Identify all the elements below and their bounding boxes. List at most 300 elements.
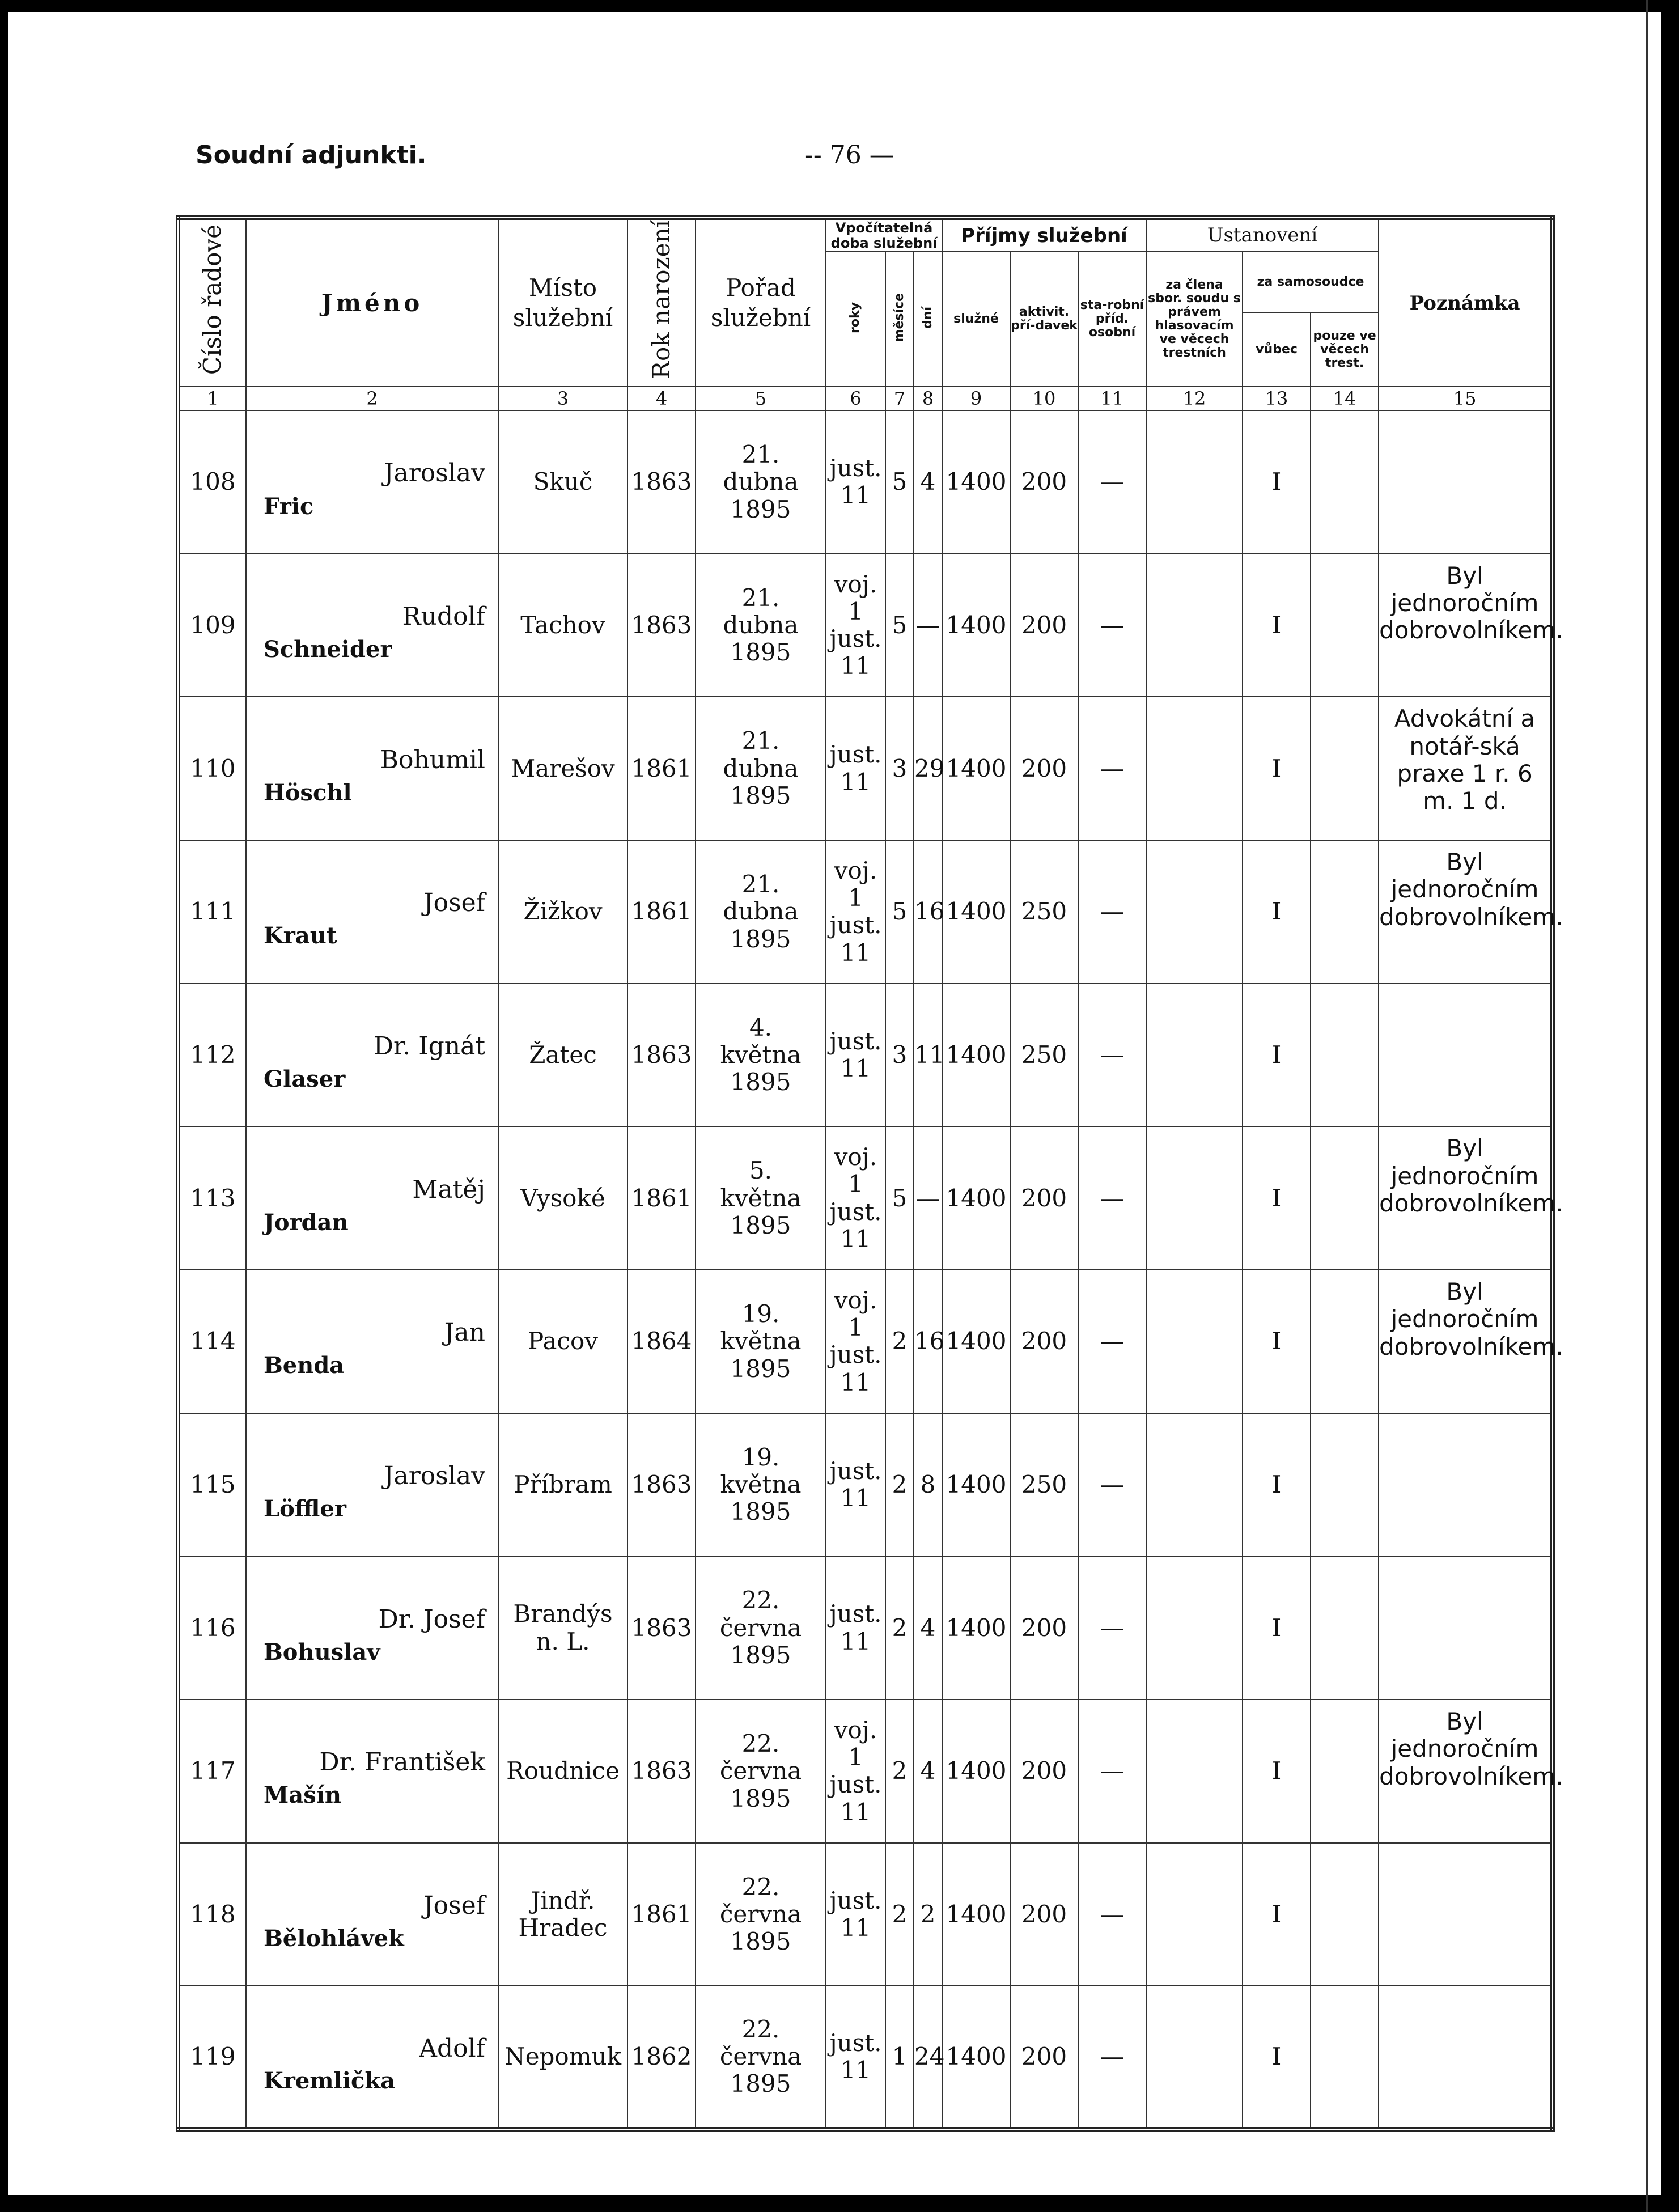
personal-bonus: — [1078, 1126, 1146, 1270]
first-name: Dr. František [319, 1748, 485, 1777]
surname: Kremlička [264, 2067, 395, 2095]
service-years-line: voj. [834, 1715, 877, 1744]
service-years-line: just. [829, 911, 882, 939]
salary: 1400 [942, 1126, 1010, 1270]
service-order-line: 1895 [730, 1354, 791, 1383]
note [1379, 1843, 1553, 1986]
name-cell [246, 840, 498, 984]
service-place: Vysoké [498, 1126, 627, 1270]
column-number: 12 [1146, 387, 1243, 410]
service-order [696, 1843, 826, 1986]
criminal-judge [1311, 554, 1379, 697]
personal-bonus: — [1078, 1700, 1146, 1843]
personal-bonus: — [1078, 984, 1146, 1127]
service-years-line: just. [829, 1027, 882, 1055]
header-salary: služné [942, 252, 1010, 387]
serial-number: 118 [178, 1843, 246, 1986]
page-number: -- 76 — [805, 141, 894, 169]
service-years [826, 410, 885, 554]
column-number: 13 [1243, 387, 1311, 410]
birth-year: 1864 [627, 1270, 696, 1413]
salary: 1400 [942, 554, 1010, 697]
service-years-line: voj. [834, 570, 877, 598]
header-serial-number: Číslo řadové [178, 218, 246, 387]
service-order-line: 19. [741, 1443, 780, 1471]
service-order [696, 1556, 826, 1700]
column-number: 6 [826, 387, 885, 410]
service-years [826, 1556, 885, 1700]
surname: Jordan [264, 1209, 349, 1236]
header-income: Příjmy služební [942, 218, 1146, 252]
birth-year: 1861 [627, 697, 696, 840]
column-number: 11 [1078, 387, 1146, 410]
single-judge: I [1243, 1843, 1311, 1986]
service-order-line: 21. [741, 727, 780, 755]
name-cell [246, 1270, 498, 1413]
service-years-line: voj. [834, 856, 877, 884]
service-years-line: 11 [840, 1368, 871, 1396]
service-months: 2 [885, 1843, 914, 1986]
service-order-line: 22. [741, 1586, 780, 1614]
personal-bonus: — [1078, 410, 1146, 554]
single-judge: I [1243, 840, 1311, 984]
personal-bonus: — [1078, 554, 1146, 697]
service-order-line: 1895 [730, 638, 791, 667]
service-days: 8 [914, 1413, 942, 1557]
first-name: Bohumil [380, 745, 485, 774]
service-months: 2 [885, 1700, 914, 1843]
table-row [178, 697, 1553, 840]
page-edge-line [1646, 0, 1648, 2212]
birth-year: 1863 [627, 410, 696, 554]
surname: Schneider [264, 636, 392, 663]
note: Byl jednoročním dobrovolníkem. [1379, 554, 1553, 697]
column-number: 3 [498, 387, 627, 410]
serial-number: 116 [178, 1556, 246, 1700]
service-years-line: 1 [848, 1170, 863, 1198]
service-order-line: června [719, 1613, 802, 1642]
activity-bonus: 200 [1010, 1270, 1078, 1413]
service-order-line: 5. [749, 1156, 773, 1185]
service-years-line: just. [829, 1886, 882, 1914]
header-service-order: Pořad služební [696, 218, 826, 387]
service-order-line: 22. [741, 1872, 780, 1901]
service-years-line: voj. [834, 1286, 877, 1314]
criminal-judge [1311, 697, 1379, 840]
service-months: 5 [885, 840, 914, 984]
service-years-line: 11 [840, 481, 871, 510]
name-cell [246, 1413, 498, 1557]
service-years [826, 1986, 885, 2129]
service-order-line: května [720, 1184, 802, 1212]
criminal-judge [1311, 1270, 1379, 1413]
table-row [178, 1700, 1553, 1843]
surname: Benda [264, 1352, 345, 1379]
service-order [696, 840, 826, 984]
service-years-line: 11 [840, 1627, 871, 1655]
note [1379, 410, 1553, 554]
service-years-line: just. [829, 1197, 882, 1226]
service-years-line: 11 [840, 1054, 871, 1083]
salary: 1400 [942, 410, 1010, 554]
criminal-judge [1311, 1556, 1379, 1700]
service-months: 2 [885, 1413, 914, 1557]
service-days: 4 [914, 1556, 942, 1700]
service-years [826, 1700, 885, 1843]
header-judge-general: vůbec [1243, 313, 1311, 387]
header-judge-criminal: pouze ve věcech trest. [1311, 313, 1379, 387]
service-years-line: just. [829, 1456, 882, 1485]
header-days: dní [914, 252, 942, 387]
column-number: 14 [1311, 387, 1379, 410]
service-years [826, 1413, 885, 1557]
name-cell [246, 1126, 498, 1270]
personal-bonus: — [1078, 1843, 1146, 1986]
service-order-line: června [719, 2043, 802, 2071]
header-activity-bonus: aktivit. pří-davek [1010, 252, 1078, 387]
service-order-line: dubna [723, 468, 799, 496]
court-member [1146, 1986, 1243, 2129]
service-order [696, 1126, 826, 1270]
surname: Kraut [264, 922, 337, 950]
column-number: 1 [178, 387, 246, 410]
service-order [696, 1270, 826, 1413]
single-judge: I [1243, 1556, 1311, 1700]
service-years-line: 11 [840, 768, 871, 796]
service-years-line: 1 [848, 1313, 863, 1342]
activity-bonus: 200 [1010, 554, 1078, 697]
service-months: 5 [885, 1126, 914, 1270]
scan-border-bottom [0, 2195, 1679, 2212]
service-order-line: 22. [741, 1729, 780, 1757]
service-years [826, 554, 885, 697]
first-name: Josef [423, 1891, 485, 1920]
service-place: Nepomuk [498, 1986, 627, 2129]
service-order-line: 1895 [730, 1068, 791, 1096]
header-court-member: za člena sbor. soudu s právem hlasovacím ve věcech trestních [1146, 252, 1243, 387]
first-name: Josef [423, 888, 485, 918]
note [1379, 1413, 1553, 1557]
service-years-line: just. [829, 625, 882, 653]
header-years: roky [826, 252, 885, 387]
column-number: 2 [246, 387, 498, 410]
court-member [1146, 1270, 1243, 1413]
court-member [1146, 554, 1243, 697]
name-cell [246, 1986, 498, 2129]
service-days: 24 [914, 1986, 942, 2129]
criminal-judge [1311, 1413, 1379, 1557]
activity-bonus: 250 [1010, 840, 1078, 984]
name-cell [246, 1843, 498, 1986]
criminal-judge [1311, 1126, 1379, 1270]
salary: 1400 [942, 697, 1010, 840]
header-place: Místo služební [498, 218, 627, 387]
activity-bonus: 200 [1010, 1126, 1078, 1270]
service-years-line: 1 [848, 597, 863, 625]
first-name: Jaroslav [383, 1461, 485, 1490]
service-months: 1 [885, 1986, 914, 2129]
service-days: 29 [914, 697, 942, 840]
column-number: 9 [942, 387, 1010, 410]
note [1379, 1556, 1553, 1700]
activity-bonus: 200 [1010, 1700, 1078, 1843]
first-name: Matěj [412, 1175, 485, 1204]
table-row [178, 840, 1553, 984]
activity-bonus: 200 [1010, 1556, 1078, 1700]
name-cell [246, 1556, 498, 1700]
single-judge: I [1243, 410, 1311, 554]
activity-bonus: 200 [1010, 697, 1078, 840]
surname: Fric [264, 493, 314, 520]
surname: Bohuslav [264, 1638, 380, 1666]
column-number: 4 [627, 387, 696, 410]
service-order-line: 4. [749, 1013, 773, 1041]
salary: 1400 [942, 1413, 1010, 1557]
first-name: Jan [444, 1318, 485, 1347]
salary: 1400 [942, 984, 1010, 1127]
serial-number: 110 [178, 697, 246, 840]
scan-border-right [1661, 0, 1679, 2212]
serial-number: 109 [178, 554, 246, 697]
surname: Bělohlávek [264, 1925, 404, 1952]
birth-year: 1863 [627, 984, 696, 1127]
service-months: 3 [885, 984, 914, 1127]
service-years [826, 1126, 885, 1270]
scan-border-top [0, 0, 1679, 12]
personal-bonus: — [1078, 697, 1146, 840]
header-single-judge: za samosoudce [1243, 252, 1379, 313]
service-place: Pacov [498, 1270, 627, 1413]
service-years [826, 840, 885, 984]
serial-number: 115 [178, 1413, 246, 1557]
service-order-line: dubna [723, 611, 799, 639]
service-order-line: 21. [741, 583, 780, 612]
salary: 1400 [942, 1700, 1010, 1843]
name-cell [246, 410, 498, 554]
service-years-line: 1 [848, 884, 863, 912]
birth-year: 1863 [627, 554, 696, 697]
service-order-line: 22. [741, 2015, 780, 2043]
court-member [1146, 410, 1243, 554]
service-days: 16 [914, 1270, 942, 1413]
note: Advokátní a notář-ská praxe 1 r. 6 m. 1 d. [1379, 697, 1553, 840]
service-months: 2 [885, 1556, 914, 1700]
table-row [178, 1986, 1553, 2129]
service-order-line: 1895 [730, 781, 791, 810]
single-judge: I [1243, 1270, 1311, 1413]
name-cell [246, 984, 498, 1127]
personal-bonus: — [1078, 1270, 1146, 1413]
service-days: — [914, 554, 942, 697]
service-years-line: just. [829, 2028, 882, 2057]
table-row [178, 1413, 1553, 1557]
header-appointment: Ustanovení [1146, 218, 1379, 252]
note [1379, 984, 1553, 1127]
service-order-line: května [720, 1040, 802, 1069]
table-row [178, 554, 1553, 697]
service-days: 4 [914, 1700, 942, 1843]
criminal-judge [1311, 1986, 1379, 2129]
service-years-line: just. [829, 1600, 882, 1628]
service-order-line: 1895 [730, 1498, 791, 1526]
service-place: Jindř. Hradec [498, 1843, 627, 1986]
activity-bonus: 200 [1010, 410, 1078, 554]
service-years-line: 11 [840, 1798, 871, 1826]
surname: Löffler [264, 1495, 346, 1523]
column-number: 15 [1379, 387, 1553, 410]
serial-number: 117 [178, 1700, 246, 1843]
service-place: Brandýs n. L. [498, 1556, 627, 1700]
birth-year: 1862 [627, 1986, 696, 2129]
service-order [696, 1986, 826, 2129]
criminal-judge [1311, 410, 1379, 554]
service-days: — [914, 1126, 942, 1270]
first-name: Dr. Ignát [373, 1031, 485, 1061]
single-judge: I [1243, 1413, 1311, 1557]
header-months: měsíce [885, 252, 914, 387]
service-order [696, 984, 826, 1127]
service-days: 11 [914, 984, 942, 1127]
note: Byl jednoročním dobrovolníkem. [1379, 1270, 1553, 1413]
surname: Höschl [264, 779, 352, 806]
service-order [696, 410, 826, 554]
service-years-line: 11 [840, 652, 871, 680]
court-member [1146, 697, 1243, 840]
serial-number: 112 [178, 984, 246, 1127]
note: Byl jednoročním dobrovolníkem. [1379, 1126, 1553, 1270]
single-judge: I [1243, 1986, 1311, 2129]
service-days: 2 [914, 1843, 942, 1986]
court-member [1146, 1126, 1243, 1270]
table-header [178, 218, 1553, 410]
service-years [826, 697, 885, 840]
court-member [1146, 1843, 1243, 1986]
service-order [696, 1413, 826, 1557]
scan-border-left [0, 0, 8, 2212]
service-order-line: dubna [723, 897, 799, 926]
service-months: 5 [885, 410, 914, 554]
service-place: Skuč [498, 410, 627, 554]
court-member [1146, 1413, 1243, 1557]
service-order-line: května [720, 1470, 802, 1498]
activity-bonus: 200 [1010, 1986, 1078, 2129]
service-years [826, 1843, 885, 1986]
service-order-line: 1895 [730, 2070, 791, 2098]
court-member [1146, 1556, 1243, 1700]
header-name: Jméno [246, 218, 498, 387]
note: Byl jednoročním dobrovolníkem. [1379, 1700, 1553, 1843]
service-years-line: 11 [840, 1914, 871, 1942]
service-order-line: 1895 [730, 1641, 791, 1669]
activity-bonus: 200 [1010, 1843, 1078, 1986]
column-number-row [178, 387, 1553, 410]
service-years-line: 1 [848, 1743, 863, 1772]
service-years [826, 1270, 885, 1413]
single-judge: I [1243, 554, 1311, 697]
first-name: Dr. Josef [378, 1604, 485, 1634]
salary: 1400 [942, 840, 1010, 984]
personal-bonus: — [1078, 840, 1146, 984]
first-name: Jaroslav [383, 459, 485, 488]
criminal-judge [1311, 1700, 1379, 1843]
column-number: 5 [696, 387, 826, 410]
column-number: 8 [914, 387, 942, 410]
service-order [696, 554, 826, 697]
salary: 1400 [942, 1556, 1010, 1700]
service-order-line: dubna [723, 754, 799, 782]
first-name: Rudolf [402, 602, 485, 632]
service-order-line: 1895 [730, 1784, 791, 1812]
service-order-line: 1895 [730, 495, 791, 523]
criminal-judge [1311, 1843, 1379, 1986]
table-row [178, 1843, 1553, 1986]
activity-bonus: 250 [1010, 984, 1078, 1127]
single-judge: I [1243, 1126, 1311, 1270]
service-order-line: června [719, 1757, 802, 1785]
surname: Glaser [264, 1066, 346, 1093]
table-row [178, 1126, 1553, 1270]
salary: 1400 [942, 1843, 1010, 1986]
service-place: Příbram [498, 1413, 627, 1557]
service-months: 3 [885, 697, 914, 840]
service-years-line: 11 [840, 2056, 871, 2084]
single-judge: I [1243, 697, 1311, 840]
column-number: 7 [885, 387, 914, 410]
first-name: Adolf [419, 2033, 485, 2063]
service-order-line: 1895 [730, 1211, 791, 1239]
birth-year: 1863 [627, 1413, 696, 1557]
note: Byl jednoročním dobrovolníkem. [1379, 840, 1553, 984]
service-years-line: just. [829, 1341, 882, 1369]
header-personal-bonus: sta-robní příd. osobní [1078, 252, 1146, 387]
serial-number: 119 [178, 1986, 246, 2129]
serial-number: 113 [178, 1126, 246, 1270]
surname: Mašín [264, 1782, 341, 1809]
table-row [178, 1270, 1553, 1413]
service-order-line: 21. [741, 440, 780, 469]
salary: 1400 [942, 1270, 1010, 1413]
service-years-line: just. [829, 740, 882, 769]
name-cell [246, 1700, 498, 1843]
service-years-line: voj. [834, 1143, 877, 1171]
criminal-judge [1311, 984, 1379, 1127]
personal-bonus: — [1078, 1556, 1146, 1700]
criminal-judge [1311, 840, 1379, 984]
service-order [696, 697, 826, 840]
single-judge: I [1243, 984, 1311, 1127]
name-cell [246, 697, 498, 840]
header-service-time: Vpočítatelná doba služební [826, 218, 942, 252]
service-order-line: 21. [741, 870, 780, 898]
service-order-line: 1895 [730, 1927, 791, 1956]
serial-number: 114 [178, 1270, 246, 1413]
service-place: Marešov [498, 697, 627, 840]
service-order-line: 19. [741, 1299, 780, 1328]
service-place: Roudnice [498, 1700, 627, 1843]
register-table [176, 215, 1563, 2132]
service-months: 5 [885, 554, 914, 697]
service-years-line: 11 [840, 1225, 871, 1253]
service-order [696, 1700, 826, 1843]
service-years [826, 984, 885, 1127]
section-title: Soudní adjunkti. [196, 141, 427, 169]
service-order-line: června [719, 1900, 802, 1928]
note [1379, 1986, 1553, 2129]
personal-bonus: — [1078, 1986, 1146, 2129]
table-row [178, 984, 1553, 1127]
service-order-line: května [720, 1327, 802, 1355]
header-note: Poznámka [1379, 218, 1553, 387]
